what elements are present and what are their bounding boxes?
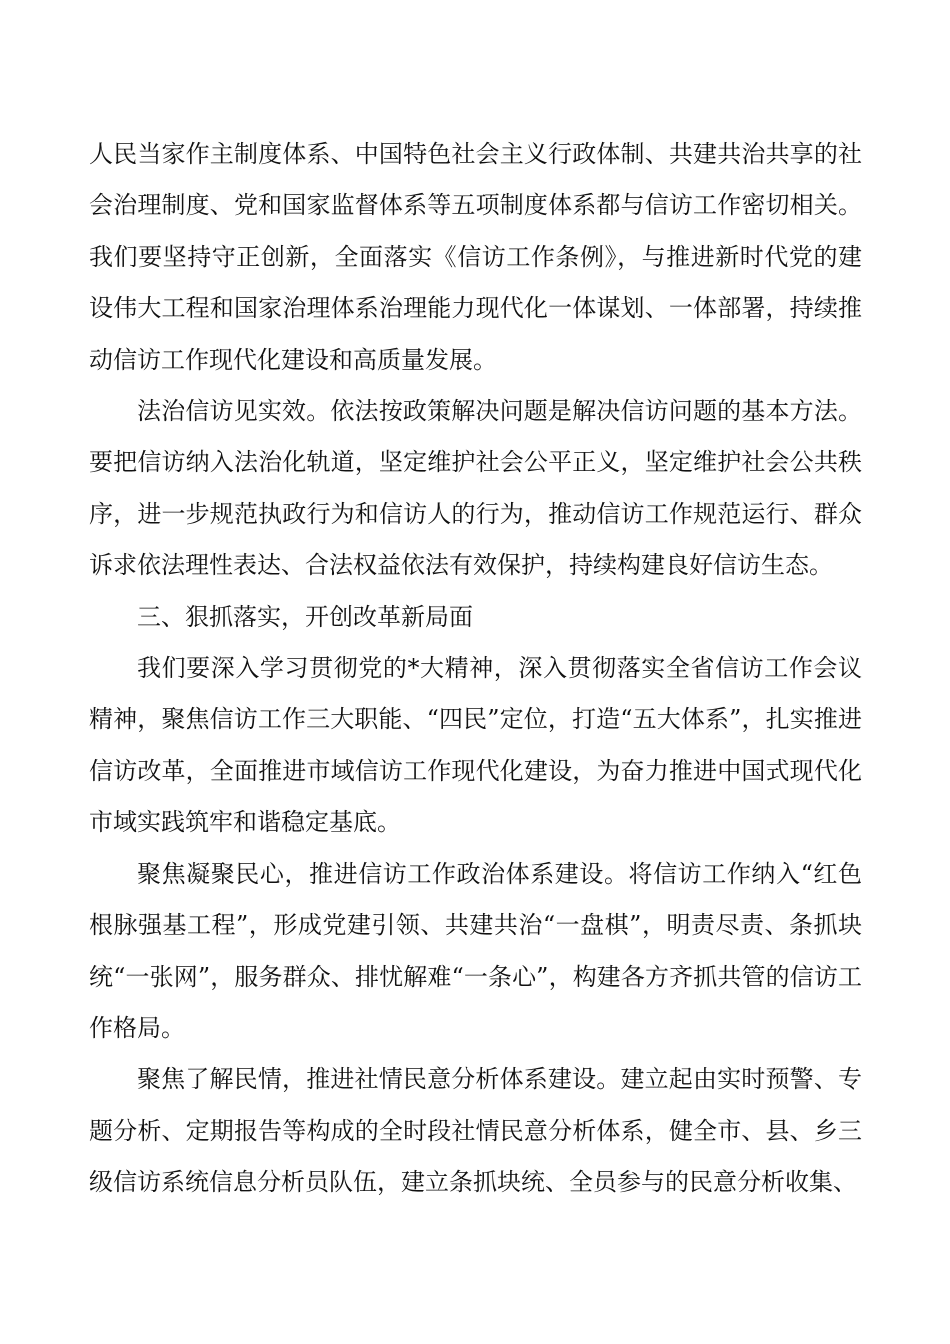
paragraph-rule-of-law: 法治信访见实效。依法按政策解决问题是解决信访问题的基本方法。要把信访纳入法治化轨道，坚定维护社会公平正义，坚定维护社会公共秩序，进一步规范执政行为和信访人的行为，推动信访工作规范运行、群众诉求依法理性表达、合法权益依法有效保护，持续构建良好信访生态。: [89, 397, 862, 580]
paragraph-political-system: 聚焦凝聚民心，推进信访工作政治体系建设。将信访工作纳入“红色根脉强基工程”，形成党建引领、共建共治“一盘棋”，明责尽责、条抓块统“一张网”，服务群众、排忧解难“一条心”，构建各方齐抓共管的信访工作格局。: [89, 859, 862, 1042]
document-body: [89, 129, 862, 1209]
section-heading: 三、狠抓落实，开创改革新局面: [137, 602, 473, 631]
paragraph-public-opinion: 聚焦了解民情，推进社情民意分析体系建设。建立起由实时预警、专题分析、定期报告等构成的全时段社情民意分析体系，健全市、县、乡三级信访系统信息分析员队伍，建立条抓块统、全员参与的民意分析收集、: [89, 1065, 862, 1197]
paragraph-continuation: 人民当家作主制度体系、中国特色社会主义行政体制、共建共治共享的社会治理制度、党和国家监督体系等五项制度体系都与信访工作密切相关。我们要坚持守正创新，全面落实《信访工作条例》，与推进新时代党的建设伟大工程和国家治理体系治理能力现代化一体谋划、一体部署，持续推动信访工作现代化建设和高质量发展。: [89, 140, 862, 374]
paragraph-implementation: 我们要深入学习贯彻党的*大精神，深入贯彻落实全省信访工作会议精神，聚焦信访工作三大职能、“四民”定位，打造“五大体系”，扎实推进信访改革，全面推进市域信访工作现代化建设，为奋力推进中国式现代化市域实践筑牢和谐稳定基底。: [89, 654, 862, 837]
